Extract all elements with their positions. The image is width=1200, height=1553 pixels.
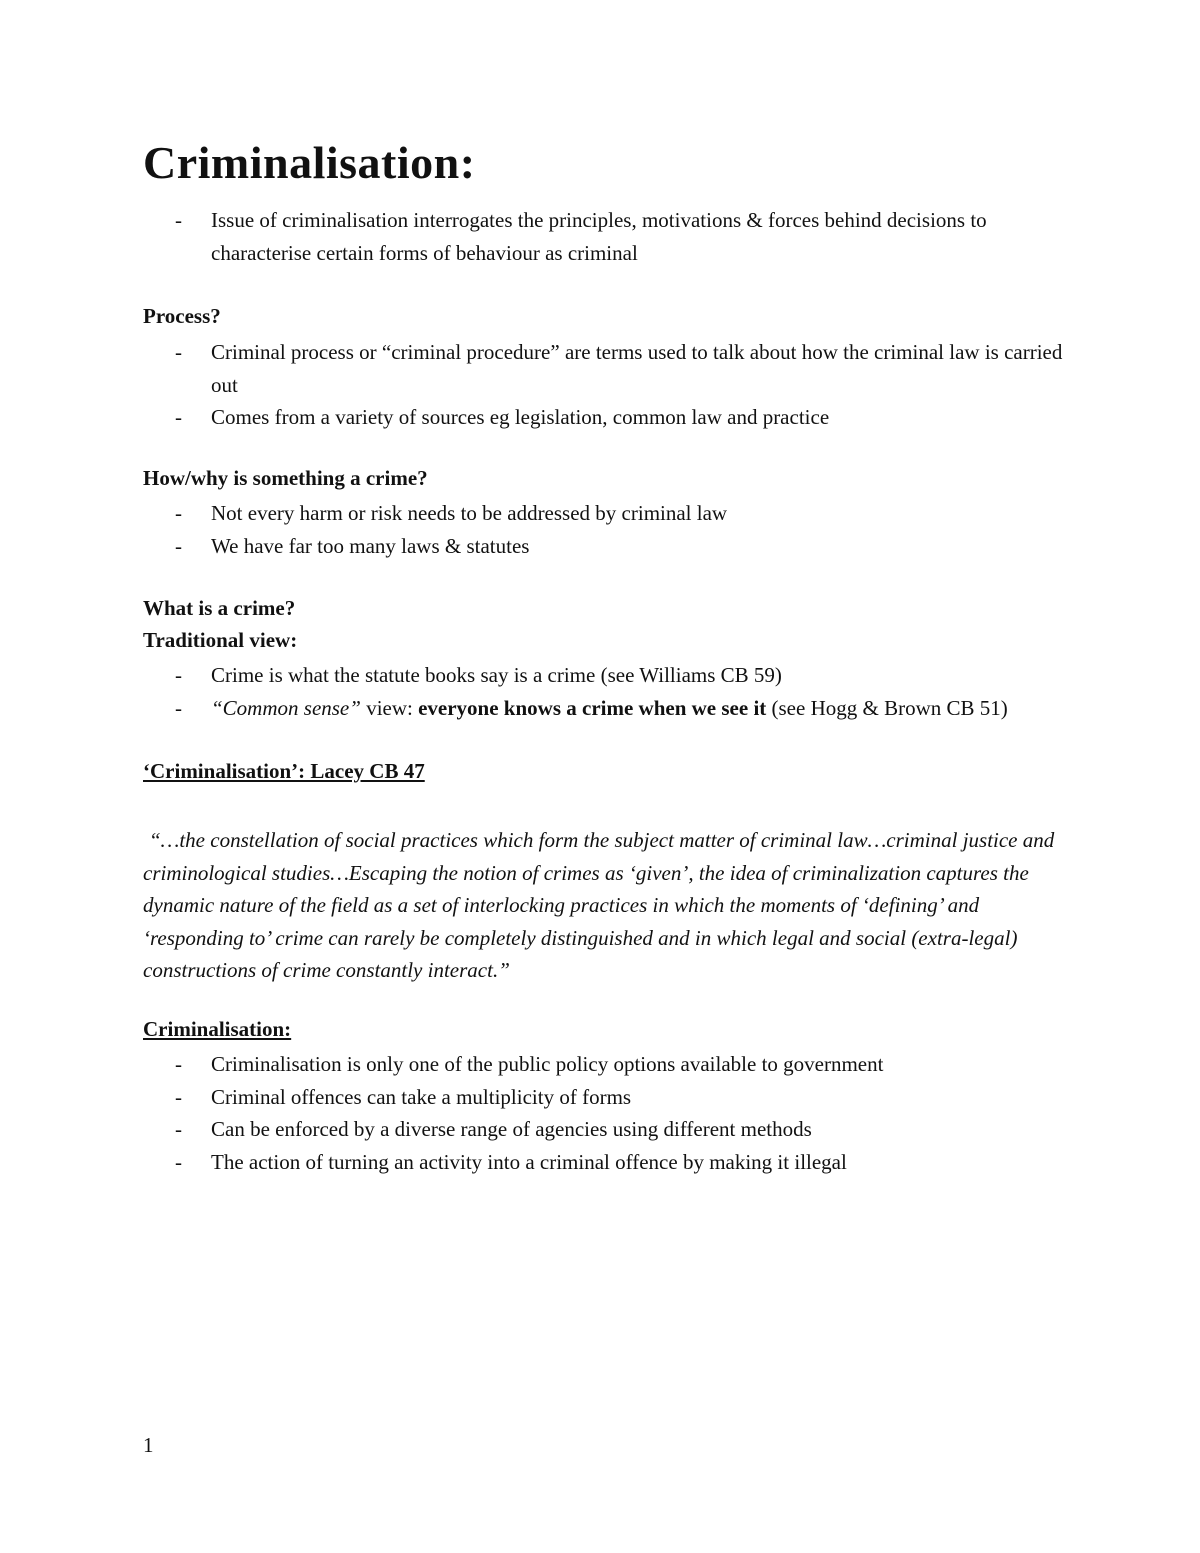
list-item-text: Issue of criminalisation interrogates the principles, motivations & forces behind decisions to characterise certain forms of behaviour as criminal	[211, 208, 987, 265]
list-item	[143, 1146, 1083, 1179]
list-item-text: view:	[360, 695, 419, 720]
section-heading-what-is: What is a crime?	[143, 596, 296, 620]
bullet-dash: -	[175, 501, 182, 525]
list-item	[143, 497, 1083, 530]
subheading-traditional-view: Traditional view:	[143, 628, 298, 652]
criminalisation-list	[143, 1048, 1083, 1178]
page-number: 1	[143, 1433, 154, 1457]
bullet-dash: -	[175, 208, 182, 232]
list-item	[143, 530, 1083, 563]
list-item	[143, 204, 1083, 269]
intro-list	[143, 204, 1083, 269]
how-why-list	[143, 497, 1083, 562]
section-heading-process: Process?	[143, 304, 221, 328]
list-item	[143, 1113, 1083, 1146]
list-item-text: Not every harm or risk needs to be addressed by criminal law	[211, 501, 728, 525]
page-title: Criminalisation:	[143, 137, 476, 188]
list-item	[143, 1081, 1083, 1114]
bullet-dash: -	[175, 405, 182, 429]
section-heading-how-why: How/why is something a crime?	[143, 466, 428, 490]
process-list	[143, 336, 1083, 434]
common-sense-text: “Common sense”	[211, 695, 361, 720]
list-item-text: Criminalisation is only one of the public policy options available to government	[211, 1052, 884, 1076]
list-item	[143, 401, 1083, 434]
lacey-heading-text: ‘Criminalisation’: Lacey CB 47	[143, 759, 425, 783]
list-item	[143, 1048, 1083, 1081]
bullet-dash: -	[175, 1117, 182, 1141]
bullet-dash: -	[175, 1149, 182, 1174]
section-heading-lacey	[143, 759, 425, 784]
list-item-text: The action of turning an activity into a criminal offence by making it illegal	[211, 1149, 847, 1174]
section-heading-criminalisation	[143, 1017, 291, 1042]
quote-text: “…the constellation of social practices which form the subject matter of criminal law…criminal justice and criminological studies…Escaping the notion of crimes as ‘given’, the idea of criminalization captures the dynamic nature of the field as a set of interlocking practices in which the moments of ‘defining’ and ‘responding to’ crime can rarely be completely distinguished and in which legal and social (extra-legal) constructions of crime constantly interact.”	[143, 828, 1055, 982]
bullet-dash: -	[175, 663, 182, 687]
list-item	[143, 692, 1083, 725]
bullet-dash: -	[175, 1084, 182, 1109]
list-item	[143, 336, 1083, 401]
bullet-dash: -	[175, 695, 182, 720]
list-item-text: Criminal offences can take a multiplicity of forms	[211, 1084, 632, 1109]
lacey-quote	[143, 824, 1073, 987]
list-item-text: Comes from a variety of sources eg legislation, common law and practice	[211, 405, 830, 429]
what-is-list	[143, 659, 1083, 724]
bullet-dash: -	[175, 340, 182, 364]
list-item-text: We have far too many laws & statutes	[211, 533, 530, 558]
list-item-text: Crime is what the statute books say is a crime (see Williams CB 59)	[211, 663, 782, 687]
list-item-text: (see Hogg & Brown CB 51)	[766, 695, 1008, 720]
criminalisation-heading-text: Criminalisation:	[143, 1017, 292, 1041]
list-item-text: Can be enforced by a diverse range of agencies using different methods	[211, 1117, 812, 1141]
list-item	[143, 659, 1083, 692]
list-item-text: Criminal process or “criminal procedure” are terms used to talk about how the criminal law is carried out	[211, 340, 1063, 397]
emphasis-text: everyone knows a crime when we see it	[418, 695, 767, 720]
bullet-dash: -	[175, 533, 182, 558]
bullet-dash: -	[175, 1052, 182, 1076]
